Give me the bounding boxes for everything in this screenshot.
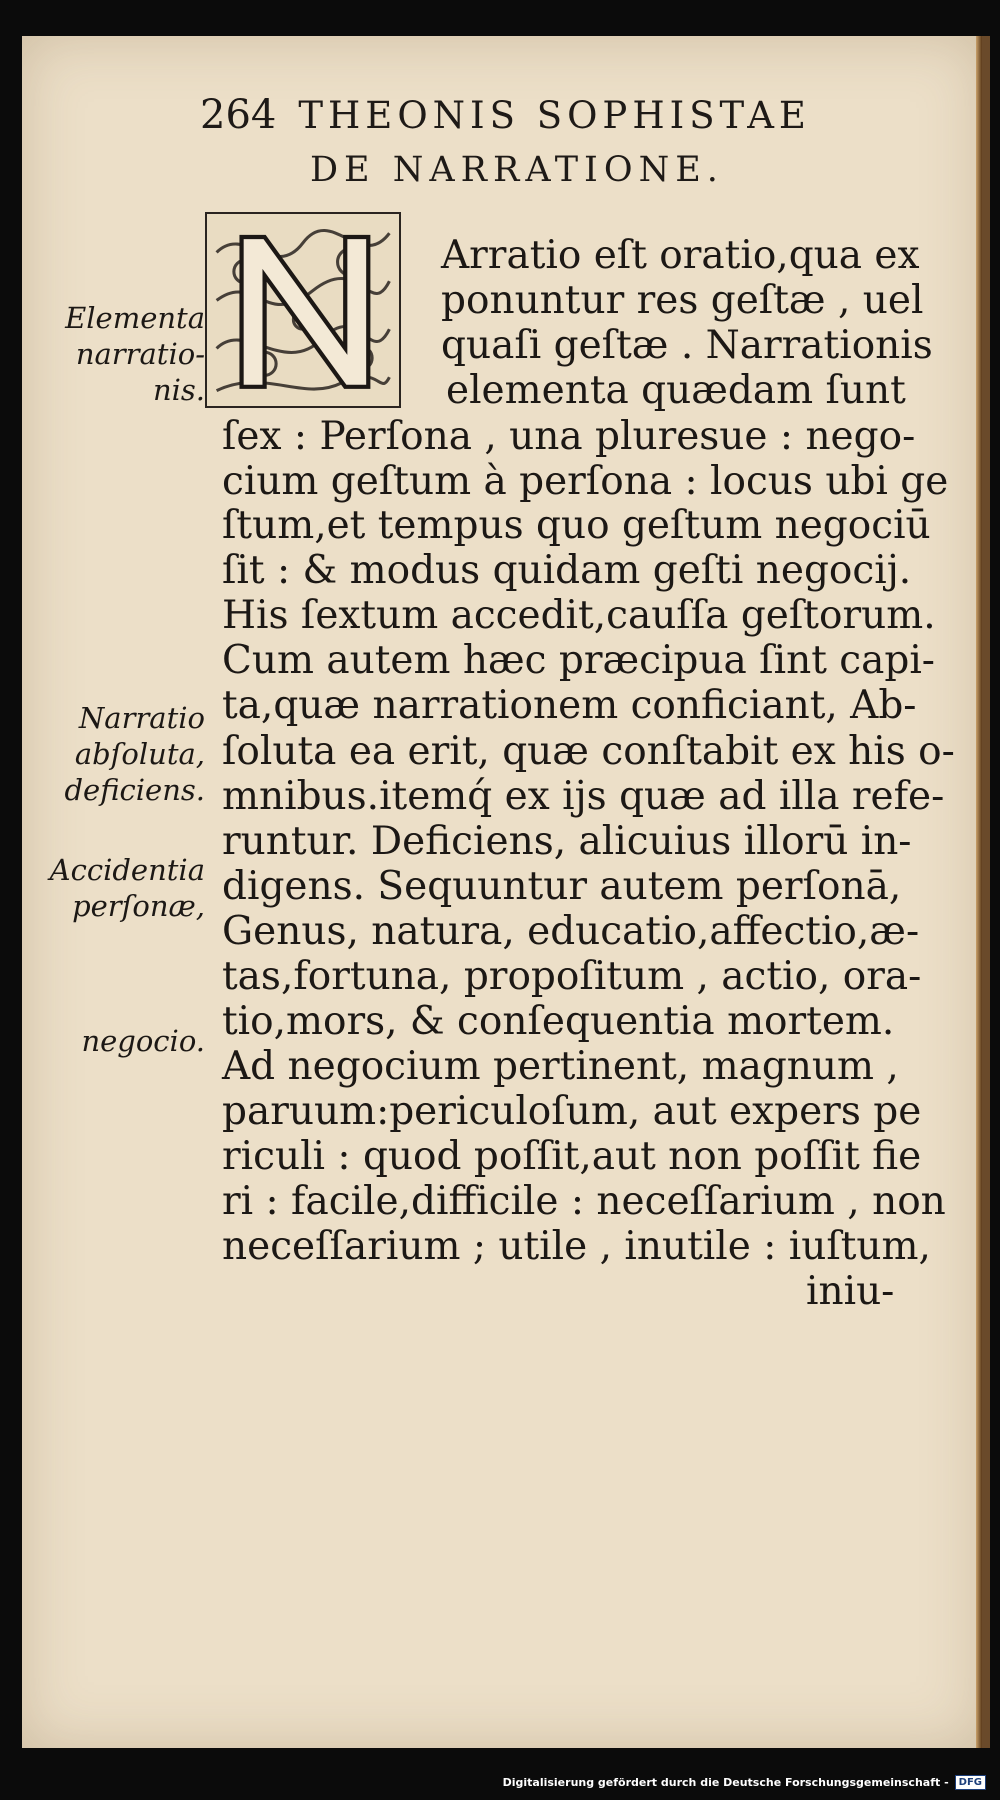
text-line: paruum:periculoſum, aut expers pe: [222, 1089, 922, 1134]
section-title: DE NARRATIONE.: [310, 150, 724, 190]
margin-note-line: perſonæ,: [72, 889, 205, 923]
text-line: Arratio eſt oratio,qua ex: [441, 233, 920, 278]
margin-note-line: deficiens.: [64, 773, 205, 807]
margin-note-line: Elementa: [65, 301, 205, 335]
text-line: mnibus.itemq́ ex ijs quæ ad illa refe-: [222, 774, 945, 819]
text-line: His ſextum accedit,cauſſa geſtorum.: [222, 593, 936, 638]
credit-text: Digitalisierung gefördert durch die Deutsche Forschungsgemeinschaft -: [502, 1775, 949, 1789]
page-edge: [976, 36, 982, 1748]
text-line: tas,fortuna, propoſitum , actio, ora-: [222, 954, 922, 999]
running-header: [200, 92, 900, 152]
text-line: cium geſtum à perſona : locus ubi ge: [222, 459, 949, 504]
margin-note: [50, 852, 205, 924]
margin-note-line: abſoluta,: [74, 737, 205, 771]
text-line: ſtum,et tempus quo geſtum negociū: [222, 503, 931, 548]
text-line: ta,quæ narrationem conficiant, Ab-: [222, 683, 917, 728]
margin-note: [64, 700, 205, 808]
ornamental-initial-icon: [207, 214, 399, 406]
text-line: tio,mors, & conſequentia mortem.: [222, 999, 895, 1044]
text-line: Cum autem hæc præcipua ſint capi-: [222, 638, 935, 683]
margin-note-line: nis.: [152, 373, 205, 407]
margin-note: [81, 1023, 205, 1059]
text-line: digens. Sequuntur autem perſonā,: [222, 864, 902, 909]
text-line: ſit : & modus quidam geſti negocij.: [222, 548, 912, 593]
running-head-title: THEONIS SOPHISTAE: [298, 94, 811, 137]
text-line: iniu-: [806, 1269, 895, 1314]
margin-note-line: narratio-: [75, 337, 205, 371]
margin-note-line: negocio.: [81, 1024, 205, 1058]
text-line: Genus, natura, educatio,affectio,æ-: [222, 909, 920, 954]
margin-note-line: Accidentia: [49, 853, 205, 887]
digitization-credit: [503, 1768, 986, 1796]
text-line: Ad negocium pertinent, magnum ,: [222, 1044, 899, 1089]
text-line: elementa quædam ſunt: [446, 368, 906, 413]
margin-note-line: Narratio: [78, 701, 205, 735]
text-line: riculi : quod poſſit,aut non poſſit fie: [222, 1134, 922, 1179]
text-line: quaſi geſtæ . Narrationis: [441, 323, 933, 368]
text-line: ponuntur res geſtæ , uel: [441, 278, 924, 323]
text-line: neceſſarium ; utile , inutile : iuſtum,: [222, 1224, 931, 1269]
text-line: ri : facile,difficile : neceſſarium , non: [222, 1179, 946, 1224]
margin-note: [65, 300, 205, 408]
text-line: ſex : Perſona , una pluresue : nego-: [222, 414, 916, 459]
text-line: runtur. Deficiens, alicuius illorū in-: [222, 819, 912, 864]
dfg-logo: DFG: [955, 1775, 986, 1790]
drop-cap-initial: [205, 212, 401, 408]
text-line: ſoluta ea erit, quæ conſtabit ex his o-: [222, 729, 955, 774]
page-number: 264: [200, 92, 277, 138]
